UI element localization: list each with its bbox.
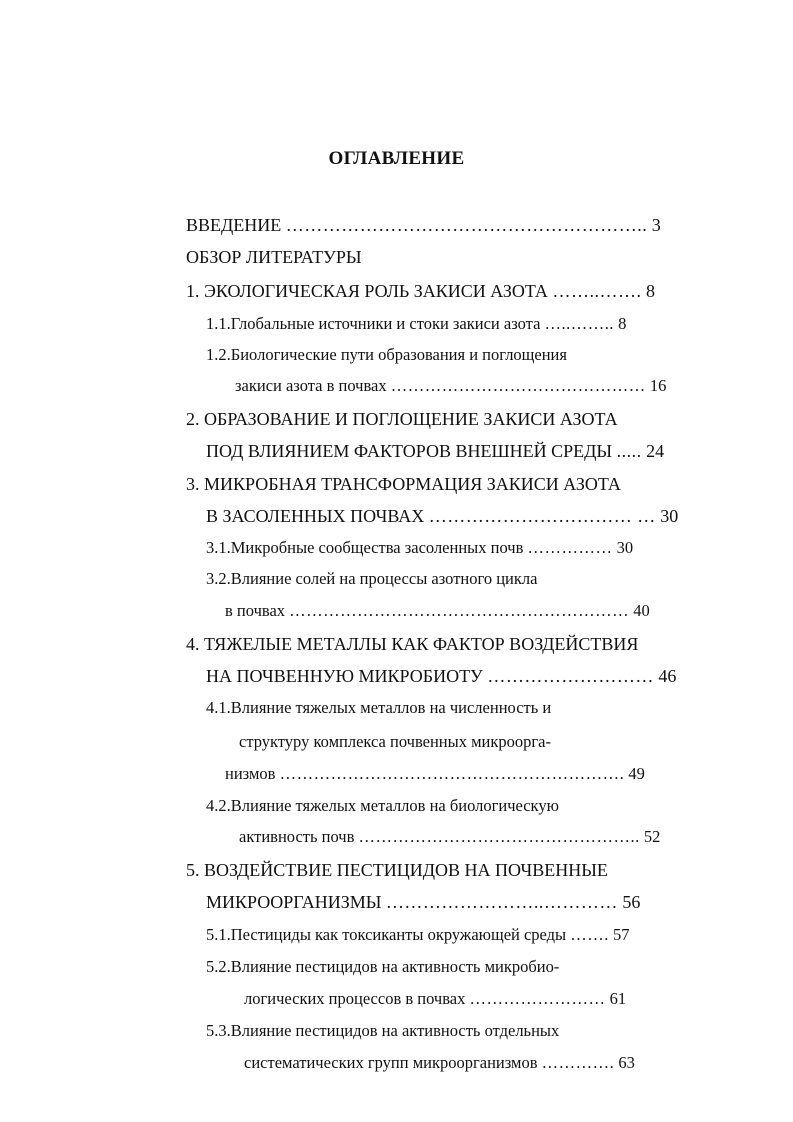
toc-entry-text: 5.1.Пестициды как токсиканты окружающей среды [206, 925, 567, 944]
toc-entry-section-1-2-line2 [235, 375, 666, 397]
toc-page-number: 40 [633, 601, 650, 620]
toc-leader-dots: ………………………………………………….. [285, 215, 648, 235]
toc-entry-section-5-2-line2 [244, 988, 626, 1010]
toc-entry-text: 5. ВОЗДЕЙСТВИЕ ПЕСТИЦИДОВ НА ПОЧВЕННЫЕ [186, 860, 608, 880]
toc-entry-section-5-3-line1 [206, 1020, 559, 1042]
toc-entry-section-4-line2 [206, 665, 676, 687]
toc-entry-text: в почвах [225, 601, 286, 620]
toc-entry-section-3-1 [206, 537, 633, 559]
toc-entry-text: 1.1.Глобальные источники и стоки закиси азота [206, 314, 541, 333]
toc-entry-section-4-1-line3 [225, 763, 645, 785]
toc-entry-text: 3. МИКРОБНАЯ ТРАНСФОРМАЦИЯ ЗАКИСИ АЗОТА [186, 474, 621, 494]
toc-entry-review [186, 246, 362, 268]
toc-page-number: 30 [616, 538, 634, 557]
toc-entry-section-3-2-line2 [225, 600, 650, 622]
toc-page-number: 52 [643, 827, 661, 846]
toc-entry-section-4-2-line2 [239, 826, 660, 848]
toc-page-number: 16 [649, 376, 667, 395]
toc-leader-dots: ……..……. [552, 281, 642, 301]
toc-entry-text: низмов [225, 764, 276, 783]
toc-leader-dots: …………………………………………………… [289, 601, 630, 620]
toc-leader-dots: ……. [570, 925, 609, 944]
toc-entry-text: 2. ОБРАЗОВАНИЕ И ПОГЛОЩЕНИЕ ЗАКИСИ АЗОТА [186, 409, 618, 429]
toc-entry-intro [186, 214, 661, 236]
toc-entry-section-4-2-line1 [206, 795, 559, 817]
toc-entry-text: 4.1.Влияние тяжелых металлов на численность и [206, 698, 552, 717]
toc-entry-text: 1.2.Биологические пути образования и поглощения [206, 345, 567, 364]
toc-entry-section-3-2-line1 [206, 568, 537, 590]
toc-entry-section-2-line2 [206, 440, 664, 462]
toc-entry-section-5-line1 [186, 859, 608, 881]
toc-page-number: 8 [645, 281, 655, 301]
toc-entry-section-4-line1 [186, 633, 638, 655]
toc-entry-section-5-line2 [206, 891, 640, 913]
toc-entry-text: МИКРООРГАНИЗМЫ [206, 892, 382, 912]
toc-entry-text: В ЗАСОЛЕННЫХ ПОЧВАХ [206, 506, 425, 526]
toc-page-number: 8 [618, 314, 627, 333]
toc-entry-text: 4. ТЯЖЕЛЫЕ МЕТАЛЛЫ КАК ФАКТОР ВОЗДЕЙСТВИЯ [186, 634, 639, 654]
toc-page-number: 46 [658, 666, 677, 686]
toc-entry-section-5-2-line1 [206, 956, 559, 978]
toc-leader-dots: …………………………… … [428, 506, 656, 526]
toc-entry-text: ПОД ВЛИЯНИЕМ ФАКТОРОВ ВНЕШНЕЙ СРЕДЫ [206, 441, 613, 461]
toc-entry-text: ВВЕДЕНИЕ [186, 215, 282, 235]
toc-leader-dots: …………… [527, 538, 613, 557]
toc-leader-dots: …..…….. [544, 314, 615, 333]
toc-leader-dots: ……………………………………………………. [279, 764, 625, 783]
toc-entry-section-5-1 [206, 924, 630, 946]
toc-leader-dots: ……………………..………… [385, 892, 618, 912]
toc-entry-text: 1. ЭКОЛОГИЧЕСКАЯ РОЛЬ ЗАКИСИ АЗОТА [186, 281, 548, 301]
toc-entry-text: закиси азота в почвах [235, 376, 387, 395]
toc-page-number: 24 [646, 441, 665, 461]
toc-page-number: 3 [651, 215, 661, 235]
toc-page-number: 61 [609, 989, 627, 1008]
toc-page-number: 56 [622, 892, 641, 912]
toc-leader-dots: ……………………………………… [390, 376, 646, 395]
toc-entry-section-1-1 [206, 313, 626, 335]
toc-entry-text: систематических групп микроорганизмов [244, 1053, 538, 1072]
toc-entry-section-3-line1 [186, 473, 621, 495]
toc-entry-text: НА ПОЧВЕННУЮ МИКРОБИОТУ [206, 666, 483, 686]
toc-page-number: 30 [660, 506, 679, 526]
toc-page-number: 49 [628, 764, 645, 783]
toc-entry-text: 5.3.Влияние пестицидов на активность отдельных [206, 1021, 560, 1040]
toc-entry-text: логических процессов в почвах [244, 989, 466, 1008]
toc-leader-dots: ………………………………………….. [358, 827, 640, 846]
toc-entry-section-5-3-line2 [244, 1052, 635, 1074]
page-title: ОГЛАВЛЕНИЕ [328, 148, 465, 169]
toc-entry-text: ОБЗОР ЛИТЕРАТУРЫ [186, 247, 362, 267]
toc-entry-section-4-1-line2 [239, 731, 551, 753]
toc-entry-section-1-2-line1 [206, 344, 567, 366]
toc-leader-dots: ……………………… [487, 666, 654, 686]
toc-entry-text: 3.1.Микробные сообщества засоленных почв [206, 538, 524, 557]
toc-entry-text: 5.2.Влияние пестицидов на активность микробио- [206, 957, 560, 976]
toc-entry-text: структуру комплекса почвенных микроорга- [239, 732, 551, 751]
toc-entry-section-2-line1 [186, 408, 618, 430]
toc-page-number: 63 [618, 1053, 635, 1072]
toc-entry-section-3-line2 [206, 505, 678, 527]
toc-leader-dots: ..... [616, 441, 642, 461]
toc-entry-text: 3.2.Влияние солей на процессы азотного цикла [206, 569, 538, 588]
toc-leader-dots: …………. [541, 1053, 615, 1072]
toc-leader-dots: …………………… [469, 989, 606, 1008]
toc-page-number: 57 [613, 925, 630, 944]
toc-entry-section-1 [186, 280, 655, 302]
toc-entry-section-4-1-line1 [206, 697, 551, 719]
toc-entry-text: 4.2.Влияние тяжелых металлов на биологическую [206, 796, 559, 815]
toc-entry-text: активность почв [239, 827, 355, 846]
